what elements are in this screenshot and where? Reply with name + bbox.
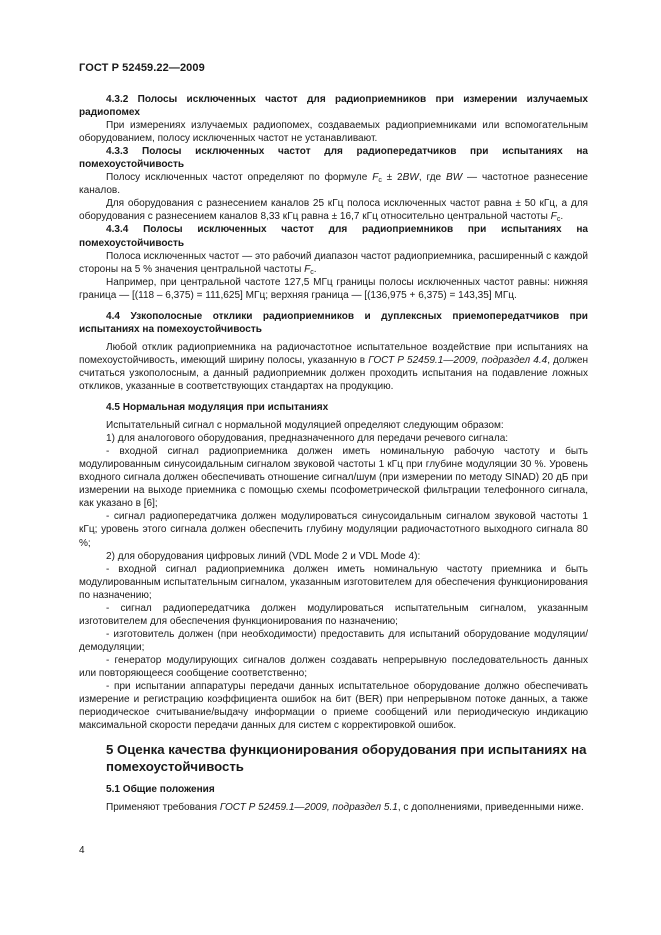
list-item: - изготовитель должен (при необходимости) предоставить для испытаний оборудование модуляции/демодуляции;	[79, 628, 588, 653]
list-item: 2) для оборудования цифровых линий (VDL Mode 2 и VDL Mode 4):	[106, 550, 421, 562]
section-4-3-3-title: 4.3.3 Полосы исключенных частот для радиопередатчиков при испытаниях на помехоустойчивость	[79, 146, 588, 171]
paragraph: При измерениях излучаемых радиопомех, создаваемых радиоприемниками или вспомогательным оборудованием, полосу исключенных частот не устанавливают.	[79, 120, 588, 145]
page-number: 4	[79, 845, 85, 856]
paragraph: Испытательный сигнал с нормальной модуляцией определяют следующим образом:	[106, 420, 504, 432]
paragraph: Полосу исключенных частот определяют по формуле $F_c \pm 2BW$, где BW — частотное разнесение каналов.	[79, 172, 588, 197]
section-4-3-2-title: 4.3.2 Полосы исключенных частот для радиоприемников при измерении излучаемых радиопомех	[79, 94, 588, 119]
paragraph: Например, при центральной частоте 127,5 МГц границы полосы исключенных частот равны: нижняя граница — [(118 – 6,375) = 111,625] МГц; верхняя граница — [(136,975 + 6,375) = 143,35] МГц.	[79, 276, 588, 301]
list-item: - входной сигнал радиоприемника должен иметь номинальную частоту приемника и быть модулированным испытательным сигналом, указанным изготовителем для обеспечения функционирования по назначению;	[79, 563, 588, 601]
section-5-1-title: 5.1 Общие положения	[106, 784, 215, 796]
document-body	[79, 93, 588, 814]
section-4-5-title: 4.5 Нормальная модуляция при испытаниях	[106, 402, 329, 414]
list-item: 1) для аналогового оборудования, предназначенного для передачи речевого сигнала:	[106, 433, 509, 445]
reference-citation: ГОСТ Р 52459.1—2009, подраздел 4.4	[368, 354, 548, 366]
list-item: - генератор модулирующих сигналов должен создавать непрерывную последовательность данных или повторяющееся сообщение соответственно;	[79, 654, 588, 679]
reference-citation: ГОСТ Р 52459.1—2009, подраздел 5.1	[219, 802, 398, 814]
paragraph: Любой отклик радиоприемника на радиочастотное испытательное воздействие при испытаниях на помехоустойчивость, имеющий ширину полосы, указанную в ГОСТ Р 52459.1—2009, подраздел 4.4, должен считаться узкополосным, а данный радиоприемник должен проходить испытания на подавление ложных откликов, указанные в соответствующих стандартах на продукцию.	[79, 341, 589, 392]
list-item: - сигнал радиопередатчика должен модулироваться синусоидальным сигналом звуковой частоты 1 кГц; уровень этого сигнала должен обеспечить глубину модуляции радиочастотного выходного сигнала 80 %;	[79, 511, 588, 549]
paragraph: Полоса исключенных частот — это рабочий диапазон частот радиоприемника, расширенный с каждой стороны на 5 % значения центральной частоты $F_c$.	[79, 250, 588, 276]
paragraph: Применяют требования ГОСТ Р 52459.1—2009, подраздел 5.1, с дополнениями, приведенными ниже.	[106, 802, 584, 814]
paragraph: Для оборудования с разнесением каналов 25 кГц полоса исключенных частот равна ± 50 кГц, а для оборудования с разнесением каналов 8,33 кГц равна ± 16,7 кГц относительно центральной частоты $F_c$.	[79, 198, 588, 224]
list-item: - при испытании аппаратуры передачи данных испытательное оборудование должно обеспечивать измерение и регистрацию коэффициента ошибок на бит (BER) при непрерывном потоке данных, а также периодическое считывание/выдачу информации о приеме сообщений или периодическую индикацию максимальной скорости передачи данных для систем с корректировкой ошибок.	[79, 681, 588, 732]
section-4-4-title: 4.4 Узкополосные отклики радиоприемников и дуплексных приемопередатчиков при испытаниях на помехоустойчивость	[79, 310, 588, 335]
list-item: - сигнал радиопередатчика должен модулироваться испытательным сигналом, указанным изготовителем для обеспечения функционирования по назначению;	[79, 602, 588, 627]
section-4-3-4-title: 4.3.4 Полосы исключенных частот для радиоприемников при испытаниях на помехоустойчивость	[79, 224, 588, 249]
section-5-title: 5 Оценка качества функционирования оборудования при испытаниях на помехоустойчивость	[106, 742, 587, 774]
list-item: - входной сигнал радиоприемника должен иметь номинальную рабочую частоту и быть модулированным синусоидальным сигналом звуковой частоты 1 кГц при глубине модуляции 30 %. Уровень входного сигнала должен обеспечивать отношение сигнал/шум (при измерении по методу SINAD) 20 дБ при измерении на выходе приемника с помощью схемы псофометрической фильтрации телефонного сигнала, как указано в [6];	[79, 446, 588, 510]
document-header: ГОСТ Р 52459.22—2009	[79, 62, 205, 74]
